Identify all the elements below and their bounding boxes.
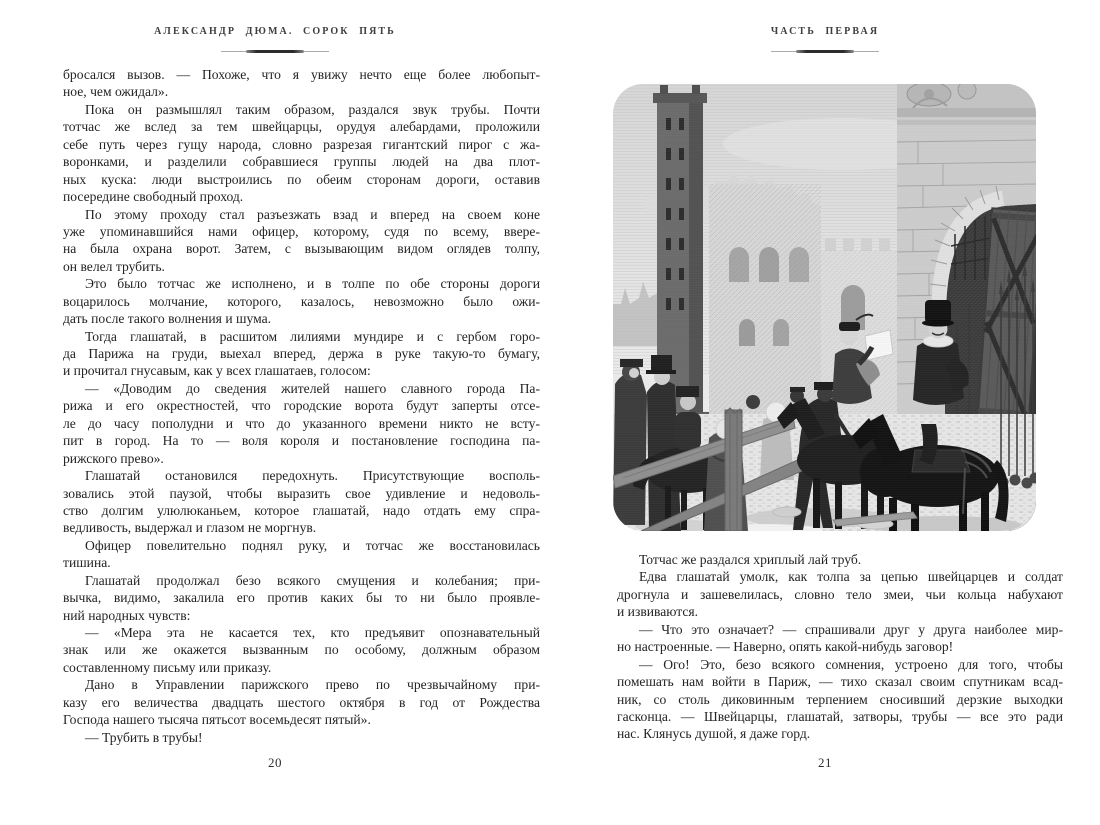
header-divider-right — [771, 49, 879, 53]
paragraph: — Что это означает? — спрашивали друг у друга наиболее мир- но настроенные. — Наверно, опять какой-нибудь заговор! — [617, 621, 1063, 655]
paragraph: Тотчас же раздался хриплый лай труб. — [639, 552, 862, 567]
paragraph: Пока он размышлял таким образом, раздался звук трубы. Почти тотчас же вслед за тем швейцарцы, орудуя алебардами, проложили себе путь через гущу народа, словно разрезая гигантский пирог с жа- воронками, и разделили собравшиеся группы людей на два плот- ных куска: люди выстроились по обеим сторонам дороги, оставив посередине свободный проход. — [63, 101, 540, 205]
divider-bar — [796, 50, 854, 53]
paragraph: — Ого! Это, безо всякого сомнения, устроено для того, чтобы помешать нам войти в Париж, — тихо сказал своим спутникам всад- ник, со столь диковинным терпением сносивший дерзкие выходки гасконца. — Швейцарцы, глашатай, затворы, трубы — все это ради нас. Клянусь душой, я даже горд. — [617, 656, 1063, 742]
header-divider-left — [221, 49, 329, 53]
engraving-svg — [613, 84, 1036, 531]
paragraph: — «Мера эта не касается тех, кто предъявит опознавательный знак или же окажется вызванным по особому, должным образом составленному письму или приказу. — [63, 625, 540, 675]
paragraph: По этому проходу стал разъезжать взад и вперед на своем коне уже упоминавшийся нами офицер, которому, судя по всему, ввере- на была охрана ворот. Затем, с вызывающим видом оглядев толпу, он велел трубить. — [63, 206, 540, 274]
running-header-left: АЛЕКСАНДР ДЮМА. СОРОК ПЯТЬ — [154, 26, 396, 37]
page-number-left: 20 — [268, 755, 282, 770]
paragraph: Тогда глашатай, в расшитом лилиями мундире и с гербом горо- да Парижа на груди, выехал вперед, держа в руке такую-то бумагу, и прочитал гнусавым, как у всех глашатаев, голосом: — [63, 328, 540, 379]
text-column-left — [63, 66, 540, 746]
divider-bar — [246, 50, 304, 53]
paragraph: Офицер повелительно поднял руку, и тотчас же восстановилась тишина. — [63, 537, 540, 571]
paragraph: бросался вызов. — Похоже, что я увижу нечто еще более любопыт- ное, чем ожидал». — [63, 67, 540, 100]
text-column-right — [617, 551, 1063, 743]
page-number-right: 21 — [818, 755, 832, 770]
illustration-engraving — [613, 84, 1036, 531]
page-right — [550, 0, 1100, 825]
paragraph: Глашатай остановился передохнуть. Присутствующие восполь- зовались этой паузой, чтобы выразить свое удивление и недоволь- ство долгим улюлюканьем, которое глашатай, надо отдать ему спра- ведливость, выдержал и глазом не моргнув. — [63, 468, 540, 536]
paragraph: Это было тотчас же исполнено, и в толпе по обе стороны дороги воцарилось молчание, которого, казалось, невозможно было ожи- дать после такого волнения и шума. — [63, 276, 540, 327]
paragraph: Едва глашатай умолк, как толпа за цепью швейцарцев и солдат дрогнула и зашевелилась, словно тело змеи, чьи кольца набухают и извиваются. — [617, 569, 1063, 620]
running-header-right: ЧАСТЬ ПЕРВАЯ — [770, 26, 880, 37]
paragraph: — Трубить в трубы! — [85, 729, 203, 745]
paragraph: Глашатай продолжал безо всякого смущения и колебания; при- вычка, видимо, закалила его против каких бы то ни было проявле- ний народных чувств: — [63, 572, 540, 623]
paragraph: Дано в Управлении парижского прево по чрезвычайному при- казу его величества двадцать шестого октября в год от Рождества Господа нашего тысяча пятьсот восемьдесят пятый». — [63, 677, 540, 728]
paragraph: — «Доводим до сведения жителей нашего славного города Па- рижа и его окрестностей, что городские ворота будут заперты отсе- ле до часу пополудни и что до указанного времени никто не всту- пит в город. На то — воля короля и постановление господина па- рижского прево». — [63, 380, 540, 466]
